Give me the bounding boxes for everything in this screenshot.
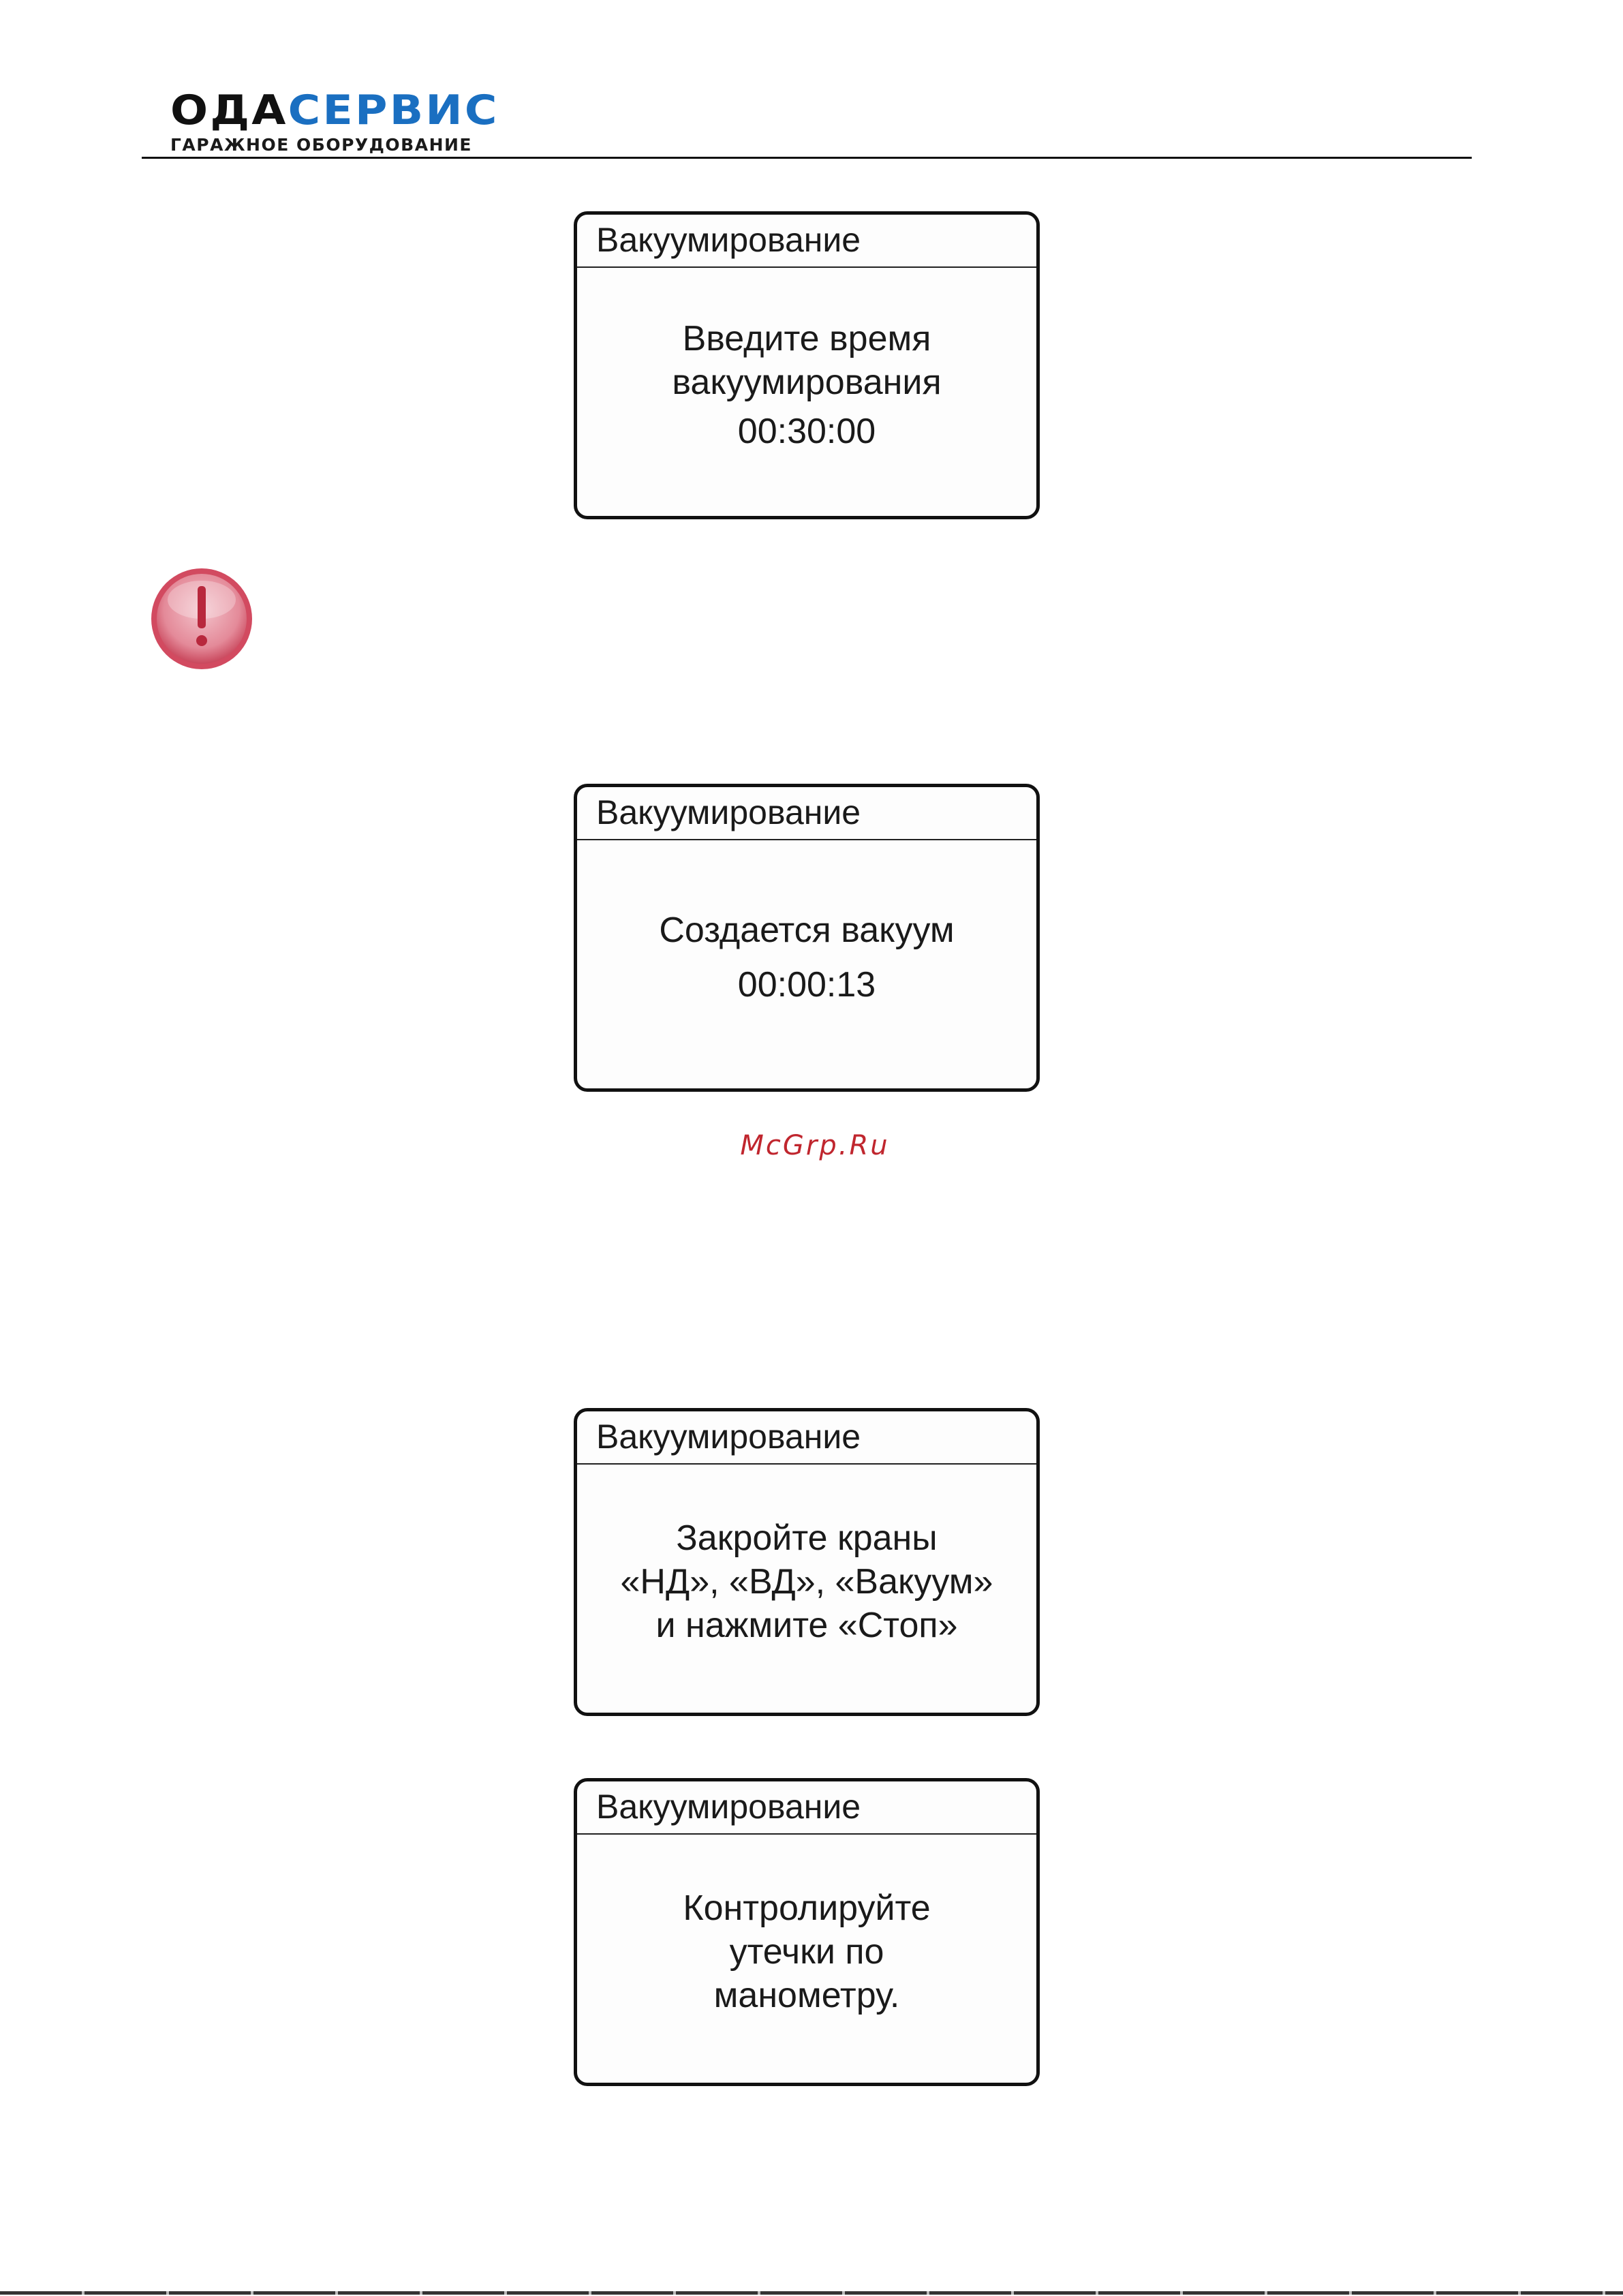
display-screen-vacuum-progress [574, 784, 1040, 1092]
screen-line: Закройте краны [676, 1518, 938, 1558]
display-screen-vacuum-time [574, 211, 1040, 519]
screen-title: Вакуумирование [577, 215, 1036, 268]
screen-line: «НД», «ВД», «Вакуум» [620, 1562, 993, 1602]
screen-line: Контролируйте [683, 1888, 931, 1928]
screen-body [577, 840, 1036, 1088]
display-screen-check-leaks [574, 1778, 1040, 2086]
logo-wordmark-blue: СЕРВИС [288, 87, 499, 134]
screen-line: и нажмите «Стоп» [655, 1606, 958, 1645]
screen-line: манометру. [713, 1976, 900, 2015]
company-logo [170, 87, 499, 155]
header-divider [142, 157, 1472, 159]
screen-time-value: 00:30:00 [737, 412, 876, 451]
watermark-text: McGrp.Ru [740, 1130, 890, 1161]
screen-body [577, 268, 1036, 516]
exclamation-icon [149, 566, 255, 672]
logo-subtitle: ГАРАЖНОЕ ОБОРУДОВАНИЕ [170, 135, 473, 155]
screen-line: Введите время [682, 319, 931, 358]
screen-title: Вакуумирование [577, 1411, 1036, 1465]
logo-wordmark-dark: ОДА [170, 87, 288, 134]
screen-body [577, 1465, 1036, 1713]
logo-wordmark [170, 87, 523, 134]
screen-line: Создается вакуум [659, 910, 955, 950]
screen-line: утечки по [729, 1932, 884, 1972]
screen-line: вакуумирования [672, 363, 942, 402]
screen-title: Вакуумирование [577, 787, 1036, 840]
screen-time-value: 00:00:13 [737, 965, 876, 1005]
footer-divider [0, 2291, 1623, 2295]
screen-title: Вакуумирование [577, 1781, 1036, 1835]
display-screen-close-valves [574, 1408, 1040, 1716]
screen-body [577, 1835, 1036, 2083]
